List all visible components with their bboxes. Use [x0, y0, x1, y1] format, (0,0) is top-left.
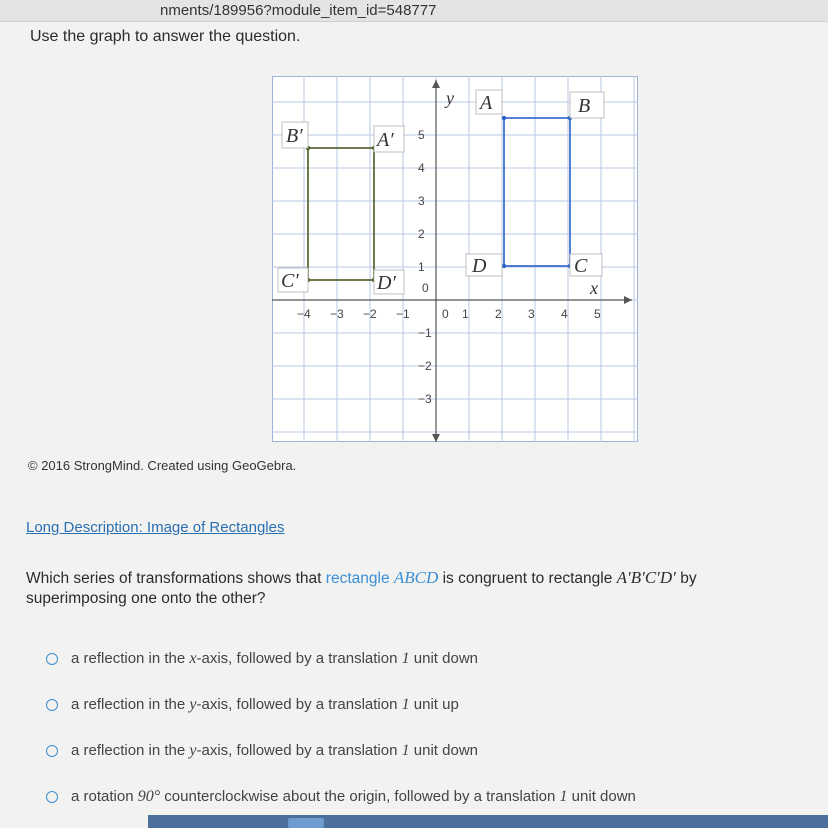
coordinate-graph [272, 76, 638, 442]
y-tick-label: 1 [418, 260, 425, 274]
y-tick-label: 5 [418, 128, 425, 142]
x-tick-label: −4 [297, 307, 311, 321]
y-tick-label: 2 [418, 227, 425, 241]
question-part3: by superimposing one onto the other? [26, 570, 697, 607]
rect-abcd-prime-label: A′B′C′D′ [616, 568, 676, 587]
long-description-link[interactable]: Long Description: Image of Rectangles [26, 519, 285, 536]
origin-label: 0 [422, 281, 429, 295]
option-1[interactable] [46, 636, 636, 682]
origin-label: 0 [442, 307, 449, 321]
radio-button[interactable] [46, 745, 58, 757]
x-tick-label: 4 [561, 307, 568, 321]
option-label: a reflection in the x-axis, followed by a translation 1 unit down [71, 650, 479, 667]
toolbar-button[interactable] [288, 818, 324, 828]
bottom-toolbar [148, 815, 828, 828]
y-tick-label: 4 [418, 161, 425, 175]
question-part1: Which series of transformations shows that [26, 570, 326, 587]
label-a-prime: A′ [377, 129, 394, 151]
copyright-credit: © 2016 StrongMind. Created using GeoGebra. [28, 458, 297, 473]
label-b-prime: B′ [286, 125, 303, 147]
question-text [26, 568, 796, 609]
option-label: a reflection in the y-axis, followed by a translation 1 unit down [71, 742, 479, 759]
radio-button[interactable] [46, 791, 58, 803]
question-highlight: rectangle [325, 570, 394, 587]
option-label: a rotation 90° counterclockwise about the origin, followed by a translation 1 unit down [71, 788, 636, 805]
label-c: C [574, 255, 588, 277]
label-a: A [480, 92, 493, 114]
y-tick-label: 3 [418, 194, 425, 208]
option-2[interactable] [46, 682, 636, 728]
radio-button[interactable] [46, 699, 58, 711]
answer-options [46, 636, 636, 820]
x-axis-label: x [590, 278, 598, 298]
address-bar[interactable]: nments/189956?module_item_id=548777 [0, 0, 828, 22]
x-tick-label: 5 [594, 307, 601, 321]
x-tick-label: 1 [462, 307, 469, 321]
x-tick-label: 2 [495, 307, 502, 321]
label-c-prime: C′ [281, 270, 299, 292]
option-4[interactable] [46, 774, 636, 820]
y-tick-label: −3 [418, 392, 432, 406]
point-d [502, 264, 506, 268]
x-tick-label: 3 [528, 307, 535, 321]
label-d-prime: D′ [377, 272, 396, 294]
graph-svg [272, 76, 638, 442]
option-label: a reflection in the y-axis, followed by a translation 1 unit up [71, 696, 459, 713]
x-tick-label: −2 [363, 307, 377, 321]
y-tick-label: −1 [418, 326, 432, 340]
y-axis-label: y [446, 88, 454, 108]
x-tick-label: −3 [330, 307, 344, 321]
label-b: B [578, 95, 591, 117]
rect-abcd-label: ABCD [393, 568, 439, 587]
radio-button[interactable] [46, 653, 58, 665]
point-a [502, 116, 506, 120]
y-tick-label: −2 [418, 359, 432, 373]
x-tick-label: −1 [396, 307, 410, 321]
question-part2: is congruent to rectangle [438, 570, 617, 587]
question-prompt: Use the graph to answer the question. [30, 28, 301, 45]
option-3[interactable] [46, 728, 636, 774]
label-d: D [472, 255, 487, 277]
